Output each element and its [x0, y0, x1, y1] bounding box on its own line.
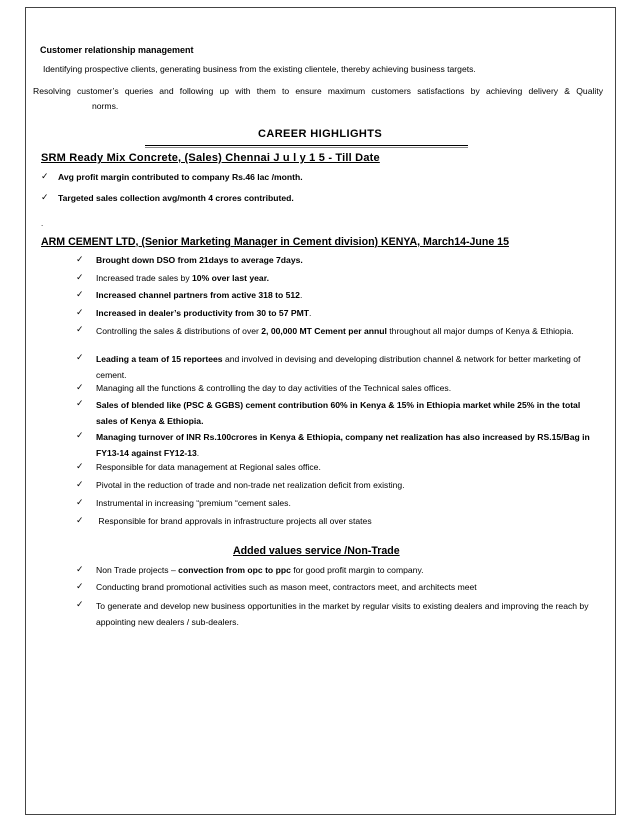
check-icon: ✓ [76, 565, 84, 575]
arm-item-text: Leading a team of 15 reportees and involved in devising and developing distribution channel & network for better marketing of cement. [96, 354, 581, 380]
arm-item-text: Instrumental in increasing “premium “cement sales. [96, 498, 291, 508]
check-icon: ✓ [76, 255, 84, 265]
arm-company-heading: ARM CEMENT LTD, (Senior Marketing Manager in Cement division) KENYA, March14-June 15 [41, 236, 509, 248]
career-divider [145, 145, 468, 148]
check-icon: ✓ [41, 193, 49, 203]
crm-heading: Customer relationship management [40, 45, 194, 55]
added-values-title: Added values service /Non-Trade [233, 545, 400, 557]
arm-item-text: Responsible for data management at Regional sales office. [96, 462, 321, 472]
check-icon: ✓ [76, 431, 84, 441]
separator-dot: . [41, 219, 44, 228]
srm-item-text: Targeted sales collection avg/month 4 crores contributed. [58, 193, 294, 203]
check-icon: ✓ [41, 172, 49, 182]
arm-item-text: Increased trade sales by 10% over last year. [96, 273, 269, 283]
arm-item-text: Increased in dealer’s productivity from 30 to 57 PMT. [96, 308, 312, 318]
srm-company-heading: SRM Ready Mix Concrete, (Sales) Chennai J u l y 1 5 - Till Date [41, 152, 380, 164]
check-icon: ✓ [76, 462, 84, 472]
arm-item-text: Increased channel partners from active 318 to 512. [96, 290, 303, 300]
crm-line-2-cont: norms. [92, 101, 119, 111]
arm-item-text: Controlling the sales & distributions of over 2, 00,000 MT Cement per annul throughout all major dumps of Kenya & Ethiopia. [96, 326, 574, 336]
arm-item-text: Managing turnover of INR Rs.100crores in Kenya & Ethiopia, company net realization has also increased by RS.15/Bag in FY13-14 against FY12-13. [96, 432, 590, 458]
check-icon: ✓ [76, 480, 84, 490]
check-icon: ✓ [76, 516, 84, 526]
career-highlights-title: CAREER HIGHLIGHTS [258, 128, 383, 140]
added-item-text: To generate and develop new business opportunities in the market by regular visits to existing dealers and improving the reach by appointing new dealers / sub-dealers. [96, 601, 589, 627]
check-icon: ✓ [76, 498, 84, 508]
arm-item-text: Brought down DSO from 21days to average 7days. [96, 255, 303, 265]
check-icon: ✓ [76, 290, 84, 300]
check-icon: ✓ [76, 353, 84, 363]
added-item-text: Non Trade projects – convection from opc to ppc for good profit margin to company. [96, 565, 424, 575]
check-icon: ✓ [76, 325, 84, 335]
added-item-text: Conducting brand promotional activities such as mason meet, contractors meet, and architects meet [96, 582, 477, 592]
crm-line-1: Identifying prospective clients, generating business from the existing clientele, thereby achieving business targets. [43, 64, 476, 74]
arm-item-text: Managing all the functions & controlling the day to day activities of the Technical sales offices. [96, 383, 452, 393]
check-icon: ✓ [76, 383, 84, 393]
check-icon: ✓ [76, 582, 84, 592]
crm-line-2: Resolving customer’s queries and following up with them to ensure maximum customers satisfactions by achieving delivery & Quality [33, 86, 603, 96]
check-icon: ✓ [76, 308, 84, 318]
check-icon: ✓ [76, 600, 84, 610]
arm-item-text: Responsible for brand approvals in infrastructure projects all over states [96, 516, 372, 526]
srm-item-text: Avg profit margin contributed to company Rs.46 lac /month. [58, 172, 303, 182]
check-icon: ✓ [76, 273, 84, 283]
arm-item-text: Sales of blended like (PSC & GGBS) cement contribution 60% in Kenya & 15% in Ethiopia market while 25% in the total sales of Kenya & Ethiopia. [96, 400, 581, 426]
check-icon: ✓ [76, 399, 84, 409]
arm-item-text: Pivotal in the reduction of trade and non-trade net realization deficit from existing. [96, 480, 405, 490]
